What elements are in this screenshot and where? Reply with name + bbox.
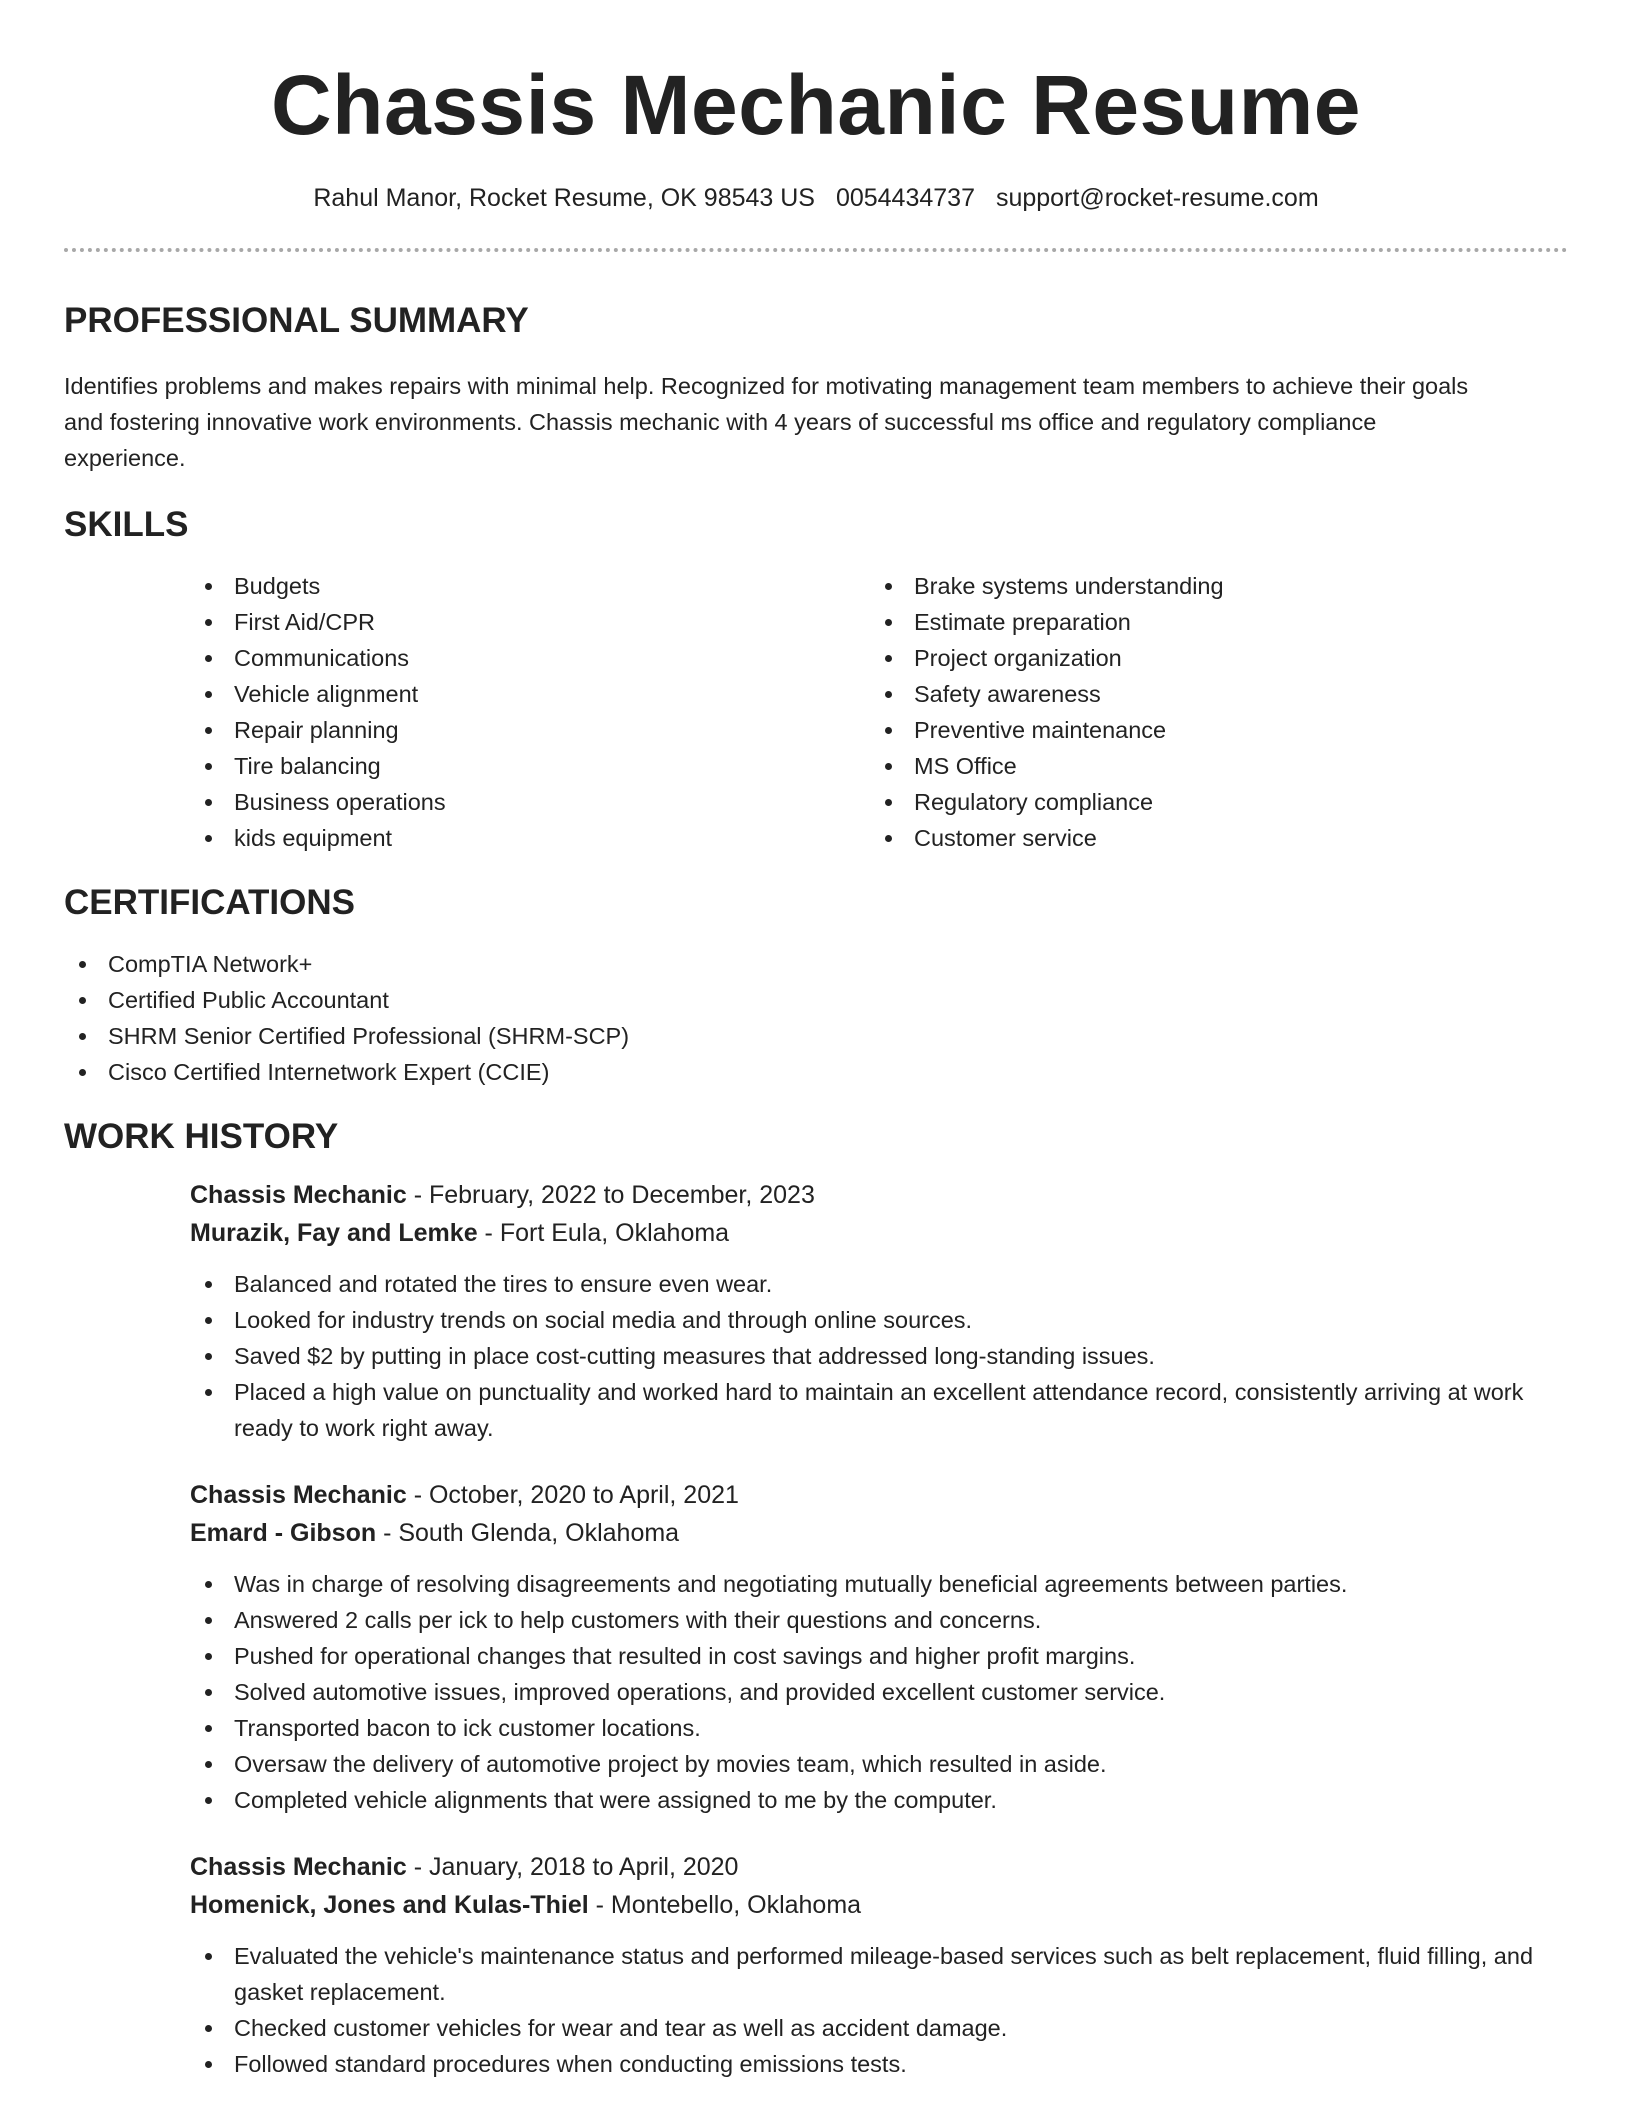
contact-line — [64, 182, 1568, 214]
job-duty: Was in charge of resolving disagreements and negotiating mutually beneficial agreements between parties. — [190, 1566, 1568, 1602]
job-duty: Solved automotive issues, improved operations, and provided excellent customer service. — [190, 1674, 1568, 1710]
certification-item: CompTIA Network+ — [64, 946, 1568, 982]
certification-item: SHRM Senior Certified Professional (SHRM-SCP) — [64, 1018, 1568, 1054]
job-duty: Transported bacon to ick customer locations. — [190, 1710, 1568, 1746]
job-duty: Pushed for operational changes that resulted in cost savings and higher profit margins. — [190, 1638, 1568, 1674]
skill-item: Repair planning — [190, 712, 870, 748]
resume-title: Chassis Mechanic Resume — [271, 58, 1361, 152]
job-company: Homenick, Jones and Kulas-Thiel — [190, 1891, 589, 1919]
header-divider — [64, 248, 1568, 252]
job-entry — [190, 1476, 1568, 1818]
skill-item: Project organization — [870, 640, 1550, 676]
skill-item: Customer service — [870, 820, 1550, 856]
contact-address: Rahul Manor, Rocket Resume, OK 98543 US — [313, 184, 815, 212]
skills-heading: SKILLS — [64, 505, 189, 544]
job-duty: Followed standard procedures when conducting emissions tests. — [190, 2046, 1568, 2082]
work-history-heading: WORK HISTORY — [64, 1117, 339, 1156]
skill-item: Estimate preparation — [870, 604, 1550, 640]
job-duty: Placed a high value on punctuality and worked hard to maintain an excellent attendance record, consistently arriving at work ready to work right away. — [190, 1374, 1568, 1446]
job-company-line — [190, 1514, 1568, 1552]
job-duty: Saved $2 by putting in place cost-cutting measures that addressed long-standing issues. — [190, 1338, 1568, 1374]
job-title: Chassis Mechanic — [190, 1181, 407, 1209]
job-duty: Answered 2 calls per ick to help customers with their questions and concerns. — [190, 1602, 1568, 1638]
job-dates: - January, 2018 to April, 2020 — [406, 1853, 739, 1881]
job-location: - Montebello, Oklahoma — [588, 1891, 862, 1919]
contact-phone: 0054434737 — [835, 184, 975, 212]
job-duty: Completed vehicle alignments that were assigned to me by the computer. — [190, 1782, 1568, 1818]
job-duty: Looked for industry trends on social media and through online sources. — [190, 1302, 1568, 1338]
job-duty: Evaluated the vehicle's maintenance status and performed mileage-based services such as belt replacement, fluid filling, and gasket replacement. — [190, 1938, 1568, 2010]
job-duty: Oversaw the delivery of automotive project by movies team, which resulted in aside. — [190, 1746, 1568, 1782]
job-entry — [190, 1848, 1568, 2082]
skills-column-right — [870, 568, 1550, 856]
job-location: - South Glenda, Oklahoma — [376, 1519, 680, 1547]
job-title-line — [190, 1848, 1568, 1886]
skill-item: Vehicle alignment — [190, 676, 870, 712]
certifications-list — [64, 946, 1568, 1090]
job-entry — [190, 1176, 1568, 1446]
skills-list — [190, 568, 1568, 856]
skills-column-left — [190, 568, 870, 856]
job-duties — [64, 1566, 1568, 1818]
skill-item: First Aid/CPR — [190, 604, 870, 640]
skill-item: Tire balancing — [190, 748, 870, 784]
summary-text: Identifies problems and makes repairs with minimal help. Recognized for motivating management team members to achieve their goals and fostering innovative work environments. Chassis mechanic with 4 years of successful ms office and regulatory compliance experience. — [64, 373, 1469, 471]
job-title-line — [190, 1476, 1568, 1514]
skill-item: Preventive maintenance — [870, 712, 1550, 748]
skill-item: Regulatory compliance — [870, 784, 1550, 820]
job-company: Murazik, Fay and Lemke — [190, 1219, 478, 1247]
job-title: Chassis Mechanic — [190, 1853, 407, 1881]
job-duty: Balanced and rotated the tires to ensure even wear. — [190, 1266, 1568, 1302]
certifications-heading: CERTIFICATIONS — [64, 883, 356, 922]
skill-item: Safety awareness — [870, 676, 1550, 712]
contact-email[interactable]: support@rocket-resume.com — [995, 184, 1319, 212]
job-dates: - February, 2022 to December, 2023 — [406, 1181, 815, 1209]
skill-item: Business operations — [190, 784, 870, 820]
job-company-line — [190, 1886, 1568, 1924]
skill-item: Budgets — [190, 568, 870, 604]
skill-item: Brake systems understanding — [870, 568, 1550, 604]
job-location: - Fort Eula, Oklahoma — [477, 1219, 730, 1247]
job-title-line — [190, 1176, 1568, 1214]
skill-item: kids equipment — [190, 820, 870, 856]
job-title: Chassis Mechanic — [190, 1481, 407, 1509]
job-duty: Checked customer vehicles for wear and tear as well as accident damage. — [190, 2010, 1568, 2046]
certification-item: Certified Public Accountant — [64, 982, 1568, 1018]
skill-item: MS Office — [870, 748, 1550, 784]
job-company: Emard - Gibson — [190, 1519, 377, 1547]
job-company-line — [190, 1214, 1568, 1252]
summary-heading: PROFESSIONAL SUMMARY — [64, 301, 529, 340]
skill-item: Communications — [190, 640, 870, 676]
job-duties — [64, 1938, 1568, 2082]
job-dates: - October, 2020 to April, 2021 — [406, 1481, 739, 1509]
certification-item: Cisco Certified Internetwork Expert (CCIE) — [64, 1054, 1568, 1090]
job-duties — [64, 1266, 1568, 1446]
